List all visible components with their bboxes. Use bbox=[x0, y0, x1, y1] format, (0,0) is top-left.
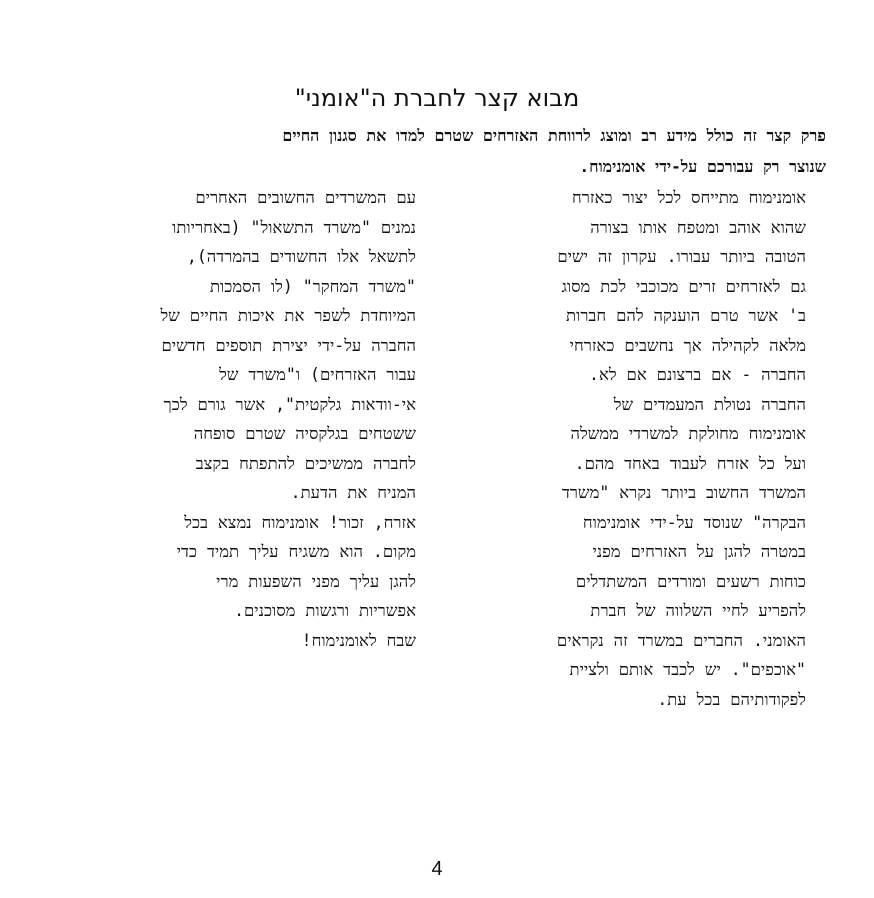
body-line: לחברה ממשיכים להתפתח בקצב bbox=[195, 453, 416, 473]
body-line: החברה על-ידי יצירת תוספים חדשים bbox=[161, 335, 416, 355]
body-line: שהוא אוהב ומטפח אותו בצורה bbox=[590, 217, 806, 237]
body-line: לתשאל אלו החשודים בהמרדה), bbox=[186, 247, 416, 266]
body-line: אומנימוח מחולקת למשרדי ממשלה bbox=[570, 424, 806, 443]
page-number: 4 bbox=[431, 858, 443, 880]
body-line: המשרד החשוב ביותר נקרא "משרד bbox=[561, 483, 806, 502]
body-line: "אוכפים". יש לכבד אותם ולציית bbox=[569, 660, 806, 679]
body-line: ב' אשר טרם הוענקה להם חברות bbox=[566, 306, 806, 325]
body-line: גם לאזרחים זרים מכוכבי לכת מסוג bbox=[561, 276, 806, 296]
body-line: לפקודותיהם בכל עת. bbox=[657, 689, 806, 709]
text-column-left bbox=[66, 183, 416, 655]
body-line: שבח לאומנימוח! bbox=[301, 630, 416, 650]
body-line: אזרח, זכור! אומנימוח נמצא בכל bbox=[184, 512, 416, 532]
body-line: ועל כל אזרח לעבוד באחד מהם. bbox=[574, 453, 806, 473]
body-line: עם המשרדים החשובים האחרים bbox=[195, 188, 416, 207]
body-line: הטובה ביותר עבורו. עקרון זה ישים bbox=[557, 247, 806, 266]
body-line: להפריע לחיי השלווה של חברת bbox=[590, 601, 806, 620]
body-line: המיוחדת לשפר את איכות החיים של bbox=[160, 306, 416, 325]
body-line: מקום. הוא משגיח עליך תמיד כדי bbox=[176, 542, 416, 561]
body-line: אומנימוח מתייחס לכל יצור כאזרח bbox=[572, 188, 806, 207]
page-title: מבוא קצר לחברת ה"אומני" bbox=[294, 84, 580, 112]
body-line: המניח את הדעת. bbox=[290, 483, 416, 502]
body-line: האומני. החברים במשרד זה נקראים bbox=[556, 630, 806, 650]
body-line: במטרה להגן על האזרחים מפני bbox=[592, 542, 806, 561]
intro-line: שנוצר רק עבורכם על-ידי אומנימוח. bbox=[579, 157, 826, 176]
body-line: החברה נטולת המעמדים של bbox=[613, 394, 806, 414]
body-line: להגן עליך מפני השפעות מרי bbox=[216, 571, 416, 591]
body-line: החברה - אם ברצונם אם לא. bbox=[589, 365, 806, 384]
body-line: הבקרה" שנוסד על-ידי אומנימוח bbox=[582, 512, 806, 532]
body-line: כוחות רשעים ומורדים המשתדלים bbox=[575, 571, 806, 591]
body-line: "משרד המחקר" (לו הסמכות bbox=[209, 276, 416, 296]
intro-line: פרק קצר זה כולל מידע רב ומוצג לרווחת האזרחים שטרם למדו את סגנון החיים bbox=[282, 126, 826, 145]
text-column-right bbox=[476, 183, 806, 714]
body-line: אי-וודאות גלקטית", אשר גורם לכך bbox=[163, 394, 416, 414]
body-line: אפשריות ורגשות מסוכנים. bbox=[234, 601, 416, 620]
body-line: ששטחים בגלקסיה שטרם סופחה bbox=[193, 424, 416, 443]
body-line: מלאה לקהילה אך נחשבים כאזרחי bbox=[569, 335, 806, 355]
body-line: עבור האזרחים) ו"משרד של bbox=[219, 365, 416, 384]
body-line: נמנים "משרד התשאול" (באחריותו bbox=[172, 217, 416, 237]
intro-paragraph bbox=[40, 120, 826, 182]
